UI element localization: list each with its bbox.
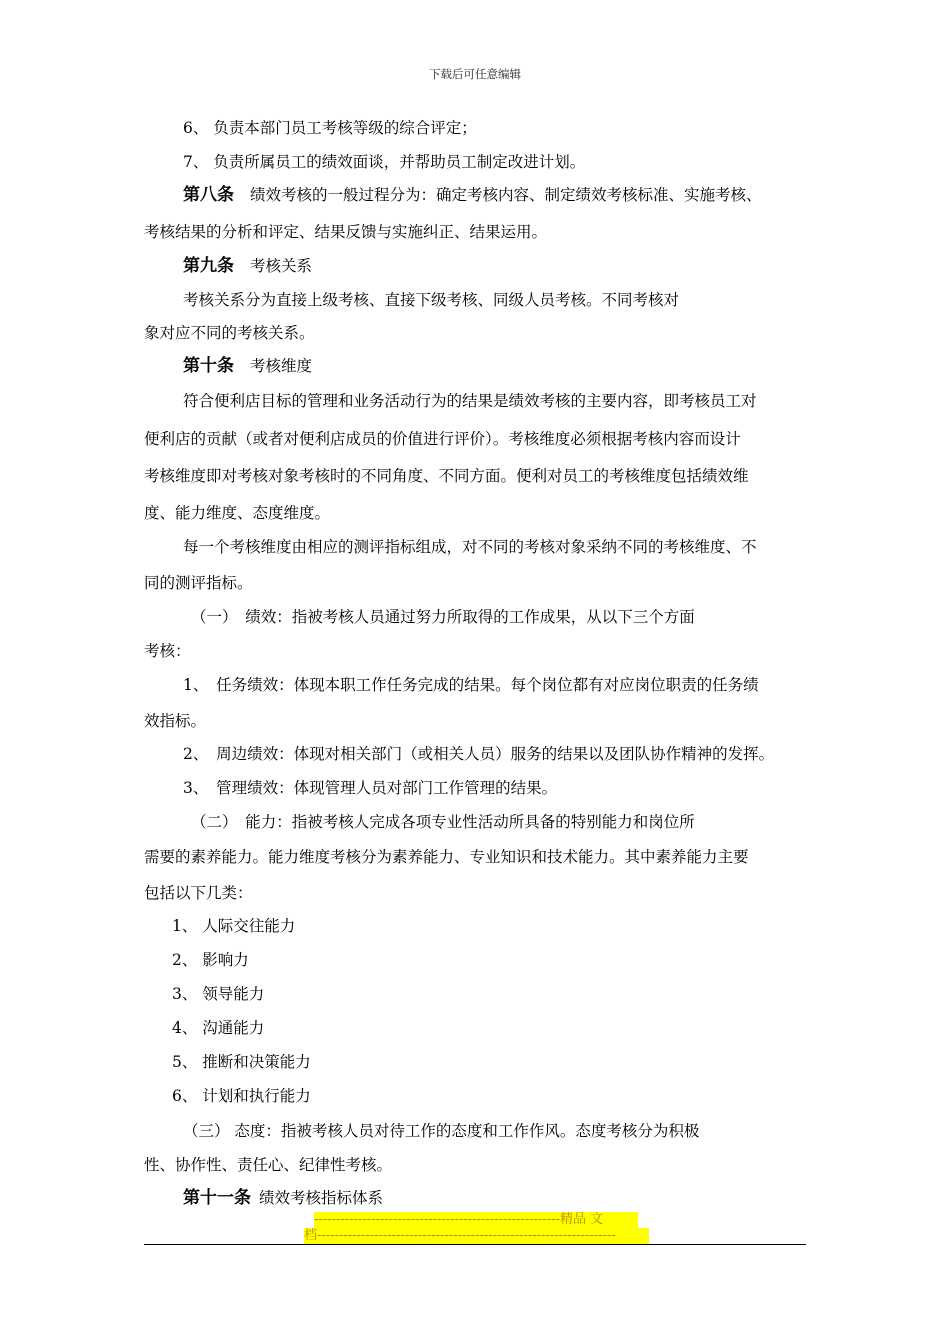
list-item: 3、 管理绩效：体现管理人员对部门工作管理的结果。 bbox=[183, 779, 558, 797]
list-item: 2、 影响力 bbox=[172, 951, 249, 969]
section-heading: （二） 能力：指被考核人完成各项专业性活动所具备的特别能力和岗位所 bbox=[191, 813, 695, 831]
article-heading: 第十条 bbox=[183, 356, 234, 376]
paragraph-line: 每一个考核维度由相应的测评指标组成，对不同的考核对象采纳不同的考核维度、不 bbox=[183, 538, 757, 556]
article-8 bbox=[183, 184, 762, 206]
paragraph-line: 效指标。 bbox=[144, 712, 207, 730]
list-item: 2、 周边绩效：体现对相关部门（或相关人员）服务的结果以及团队协作精神的发挥。 bbox=[183, 745, 775, 763]
list-item: 1、 任务绩效：体现本职工作任务完成的结果。每个岗位都有对应岗位职责的任务绩 bbox=[183, 676, 759, 694]
list-item: 6、 计划和执行能力 bbox=[172, 1087, 311, 1105]
article-heading: 第九条 bbox=[183, 256, 234, 276]
section-heading: （三） 态度：指被考核人员对待工作的态度和工作作风。态度考核分为积极 bbox=[183, 1122, 700, 1140]
list-item: 4、 沟通能力 bbox=[172, 1019, 265, 1037]
article-10 bbox=[183, 355, 312, 377]
paragraph-line: 考核结果的分析和评定、结果反馈与实施纠正、结果运用。 bbox=[144, 223, 548, 241]
footer-rule bbox=[144, 1244, 806, 1245]
article-title: 考核关系 bbox=[250, 257, 313, 275]
footer-highlight-line1: --------------------------------------------------------精品 文 bbox=[314, 1212, 638, 1228]
article-text: 绩效考核的一般过程分为：确定考核内容、制定绩效考核标准、实施考核、 bbox=[250, 186, 762, 204]
list-item: 5、 推断和决策能力 bbox=[172, 1053, 311, 1071]
list-item: 6、 负责本部门员工考核等级的综合评定； bbox=[183, 119, 477, 137]
paragraph-line: 考核： bbox=[144, 642, 191, 660]
paragraph-line: 同的测评指标。 bbox=[144, 574, 253, 592]
page-header: 下载后可任意编辑 bbox=[429, 67, 521, 81]
paragraph-line: 考核维度即对考核对象考核时的不同角度、不同方面。便利对员工的考核维度包括绩效维 bbox=[144, 467, 749, 485]
footer-highlight-line2: 档-------------------------------------------------------------------- bbox=[304, 1228, 649, 1244]
paragraph-line: 便利店的贡献（或者对便利店成员的价值进行评价）。考核维度必须根据考核内容而设计 bbox=[144, 430, 741, 448]
paragraph-line: 包括以下几类： bbox=[144, 884, 253, 902]
paragraph-line: 象对应不同的考核关系。 bbox=[144, 324, 315, 342]
article-title: 绩效考核指标体系 bbox=[259, 1189, 384, 1207]
article-heading: 第八条 bbox=[183, 185, 234, 205]
article-heading: 第十一条 bbox=[183, 1188, 251, 1208]
article-title: 考核维度 bbox=[250, 357, 313, 375]
list-item: 7、 负责所属员工的绩效面谈，并帮助员工制定改进计划。 bbox=[183, 153, 586, 171]
paragraph-line: 性、协作性、责任心、纪律性考核。 bbox=[144, 1156, 393, 1174]
list-item: 1、 人际交往能力 bbox=[172, 917, 296, 935]
section-heading: （一） 绩效：指被考核人员通过努力所取得的工作成果，从以下三个方面 bbox=[191, 608, 695, 626]
paragraph-line: 考核关系分为直接上级考核、直接下级考核、同级人员考核。不同考核对 bbox=[183, 291, 680, 309]
article-11 bbox=[183, 1187, 383, 1209]
paragraph-line: 度、能力维度、态度维度。 bbox=[144, 504, 331, 522]
article-9 bbox=[183, 255, 312, 277]
list-item: 3、 领导能力 bbox=[172, 985, 265, 1003]
paragraph-line: 符合便利店目标的管理和业务活动行为的结果是绩效考核的主要内容，即考核员工对 bbox=[183, 392, 757, 410]
paragraph-line: 需要的素养能力。能力维度考核分为素养能力、专业知识和技术能力。其中素养能力主要 bbox=[144, 848, 749, 866]
